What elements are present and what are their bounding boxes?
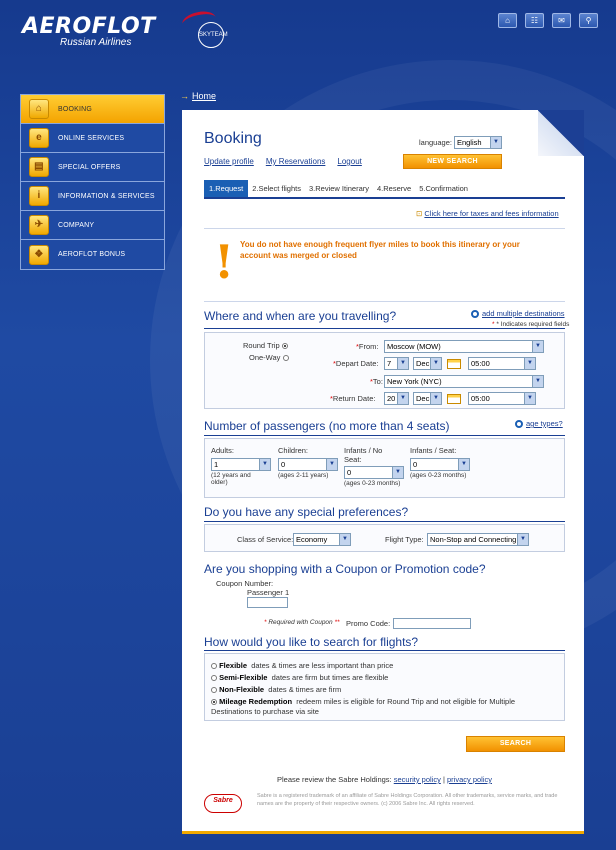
sidebar-item-company[interactable] [21,211,164,240]
required-coupon-note: * Required with Coupon ** [264,619,340,626]
exclamation-icon: ! [214,235,235,289]
infants-noseat-label: Infants / No Seat: [344,446,383,464]
sidebar-nav [20,94,165,270]
step-select-flights: 2.Select flights [252,184,301,193]
search-button[interactable]: SEARCH [466,736,565,752]
travel-box [204,332,565,409]
to-label: *To: [370,377,383,386]
flight-type-select[interactable]: Non-Stop and Connecting ▼ [427,533,529,546]
promo-code-input[interactable] [393,618,471,629]
children-select[interactable]: 0 ▼ [278,458,338,471]
infants-noseat-select[interactable]: 0 ▼ [344,466,404,479]
taxes-info [416,209,559,218]
from-select[interactable]: Moscow (MOW) ▼ [384,340,544,353]
class-select[interactable]: Economy ▼ [293,533,351,546]
sitemap-icon[interactable]: ☷ [525,13,544,28]
infants-seat-select[interactable]: 0 ▼ [410,458,470,471]
adults-label: Adults: [211,446,234,455]
chevron-down-icon: ▼ [532,341,543,352]
breadcrumb-home-link[interactable]: Home [192,91,217,101]
plane-icon: ✈ [29,215,49,235]
aeroflot-logo[interactable]: AEROFLOT Russian Airlines [22,14,156,48]
preferences-box [204,524,565,552]
plus-circle-icon [471,310,479,318]
progress-steps [204,180,565,199]
chevron-down-icon: ▼ [458,459,469,470]
passenger-1-label: Passenger 1 [247,588,290,597]
from-label: *From: [356,342,379,351]
language-select[interactable]: English ▼ [454,136,502,149]
infants-seat-label: Infants / Seat: [410,446,457,455]
privacy-policy-link[interactable]: privacy policy [446,775,492,784]
search-type-box [204,653,565,721]
update-profile-link[interactable]: Update profile [204,157,254,166]
age-types-link[interactable]: age types? [515,419,563,428]
preferences-section-title: Do you have any special preferences? [204,505,409,519]
return-time-select[interactable]: 05:00 ▼ [468,392,536,405]
plus-circle-icon [515,420,523,428]
document-icon: ⊡ [416,209,423,218]
page-curl [538,110,584,156]
return-month-select[interactable]: Dec ▼ [413,392,442,405]
sidebar-item-label: BOOKING [58,105,93,113]
children-label: Children: [278,446,309,455]
step-request: 1.Request [204,180,248,197]
one-way-option[interactable]: One-Way [249,353,289,362]
mileage-redemption-option[interactable]: Mileage Redemption redeem miles is eligible for Round Trip and not eligible for Multiple Destinations to purchase via site [211,697,516,716]
warning-message: You do not have enough frequent flyer miles to book this itinerary or your account was merged or closed [240,240,520,260]
chevron-down-icon: ▼ [430,393,441,404]
calendar-icon[interactable] [447,394,461,404]
step-review-itinerary: 3.Review Itinerary [308,184,370,193]
taxes-link[interactable]: Click here for taxes and fees information [424,209,559,218]
logout-link[interactable]: Logout [337,157,362,166]
coupon-input[interactable] [247,597,288,608]
tickets-icon: ▤ [29,157,49,177]
semi-flexible-option[interactable]: Semi-Flexible dates are firm but times are flexible [211,673,388,682]
skyteam-logo: SKYTEAM [198,22,224,48]
infants-seat-note: (ages 0-23 months) [410,472,467,479]
class-label: Class of Service: [237,535,294,544]
sidebar-item-label: ONLINE SERVICES [58,134,125,142]
depart-month-select[interactable]: Dec ▼ [413,357,442,370]
sabre-disclaimer: Sabre is a registered trademark of an affiliate of Sabre Holdings Corporation. All other trademarks, service marks, and trade names are the property of their respective owners. (c) 2006 Sabre Inc. All rights reserved. [257,793,558,807]
return-day-select[interactable]: 20 ▼ [384,392,409,405]
required-note: * * Indicates required fields [492,321,570,328]
step-reserve: 4.Reserve [377,184,412,193]
gift-icon: ❖ [29,245,49,265]
to-select[interactable]: New York (NYC) ▼ [384,375,544,388]
sidebar-item-label: COMPANY [58,221,95,229]
chevron-down-icon: ▼ [524,358,535,369]
adults-select[interactable]: 1 ▼ [211,458,271,471]
chevron-down-icon: ▼ [326,459,337,470]
sidebar-item-label: SPECIAL OFFERS [58,163,121,171]
chevron-down-icon: ▼ [397,358,408,369]
coupon-section-title: Are you shopping with a Coupon or Promotion code? [204,562,486,576]
round-trip-option[interactable]: Round Trip [243,341,288,350]
calendar-icon[interactable] [447,359,461,369]
chevron-down-icon: ▼ [524,393,535,404]
mail-icon[interactable]: ✉ [552,13,571,28]
add-destinations[interactable]: add multiple destinations [471,309,565,318]
search-icon[interactable]: ⚲ [579,13,598,28]
step-confirmation: 5.Confirmation [419,184,468,193]
account-links [204,157,362,166]
travel-section-title: Where and when are you travelling? [204,309,397,323]
chevron-down-icon: ▼ [517,534,528,545]
new-search-button[interactable]: NEW SEARCH [403,154,502,169]
chevron-down-icon: ▼ [430,358,441,369]
chevron-down-icon: ▼ [339,534,350,545]
browser-icon: e [29,128,49,148]
sidebar-item-special-offers[interactable] [21,153,164,182]
sabre-logo: Sabre [204,794,242,813]
non-flexible-option[interactable]: Non-Flexible dates & times are firm [211,685,341,694]
flight-type-label: Flight Type: [385,535,424,544]
chevron-down-icon: ▼ [392,467,403,478]
children-note: (ages 2-11 years) [278,472,329,479]
promo-label: Promo Code: [346,619,391,628]
depart-time-select[interactable]: 05:00 ▼ [468,357,536,370]
page-title: Booking [204,130,262,147]
home-icon[interactable]: ⌂ [498,13,517,28]
search-type-section-title: How would you like to search for flights? [204,635,419,649]
chevron-down-icon: ▼ [490,137,501,148]
my-reservations-link[interactable]: My Reservations [265,157,326,166]
language-selector [419,136,502,149]
sidebar-item-label: INFORMATION & SERVICES [58,192,155,200]
sidebar-item-label: AEROFLOT BONUS [58,251,126,258]
chevron-down-icon: ▼ [397,393,408,404]
adults-note: (12 years and older) [211,472,251,486]
booking-panel [182,110,584,834]
house-icon: ⌂ [29,99,49,119]
arrow-icon: → [180,91,189,101]
depart-day-select[interactable]: 7 ▼ [384,357,409,370]
info-icon: i [29,186,49,206]
top-toolbar [498,13,598,28]
depart-label: *Depart Date: [333,359,379,368]
security-policy-link[interactable]: security policy [393,775,441,784]
language-label: language: [419,138,452,147]
return-label: *Return Date: [330,394,376,403]
coupon-label: Coupon Number: [216,579,274,588]
flexible-option[interactable]: Flexible dates & times are less important than price [211,661,393,670]
passengers-section-title: Number of passengers (no more than 4 seats) [204,419,450,433]
chevron-down-icon: ▼ [532,376,543,387]
infants-noseat-note: (ages 0-23 months) [344,480,401,487]
sidebar-item-online-services[interactable] [21,124,164,153]
warning-box [204,228,565,302]
passengers-box [204,438,565,498]
sidebar-item-booking[interactable] [21,95,164,124]
footer-links: Please review the Sabre Holdings: security policy | privacy policy [276,775,492,784]
sidebar-item-aeroflot-bonus[interactable] [21,240,164,269]
chevron-down-icon: ▼ [259,459,270,470]
sidebar-item-information[interactable] [21,182,164,211]
breadcrumb [180,91,216,101]
